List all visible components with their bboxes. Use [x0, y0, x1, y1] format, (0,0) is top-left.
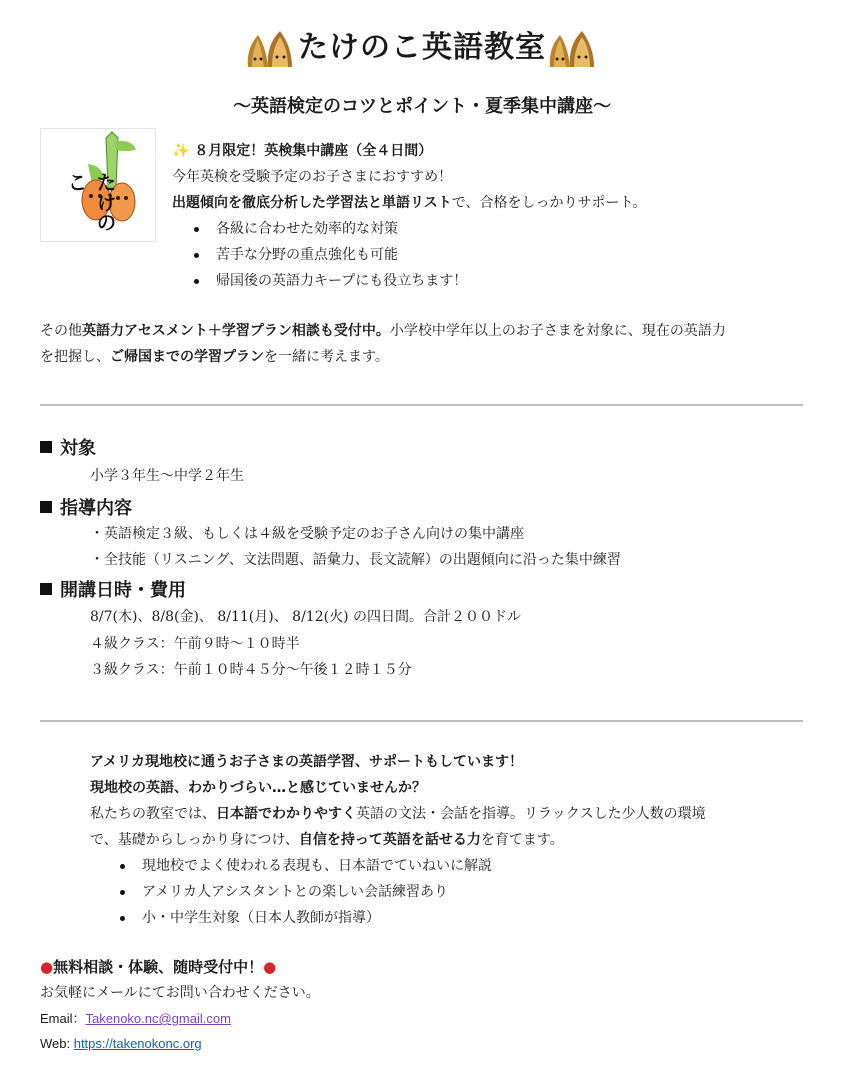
- intro-heading-text: ８月限定！英検集中講座（全４日間）: [194, 143, 433, 159]
- email-label: Email：: [40, 1011, 86, 1026]
- schedule-line: 8/7(木)、8/8(金)、 8/11(月)、 8/12(火) の四日間。合計２００ドル: [90, 609, 521, 625]
- intro-line-2-rest: で、合格をしっかりサポート。: [451, 195, 647, 211]
- section-schedule-title: [40, 576, 186, 602]
- logo-text: たけのこ: [64, 172, 117, 232]
- support-bold: 自信を持って英語を話せる力: [298, 832, 481, 848]
- sparkle-icon: ✨: [172, 143, 190, 159]
- intro-line-2-bold: 出題傾向を徹底分析した学習法と単語リスト: [172, 195, 452, 211]
- bullet-dot: [120, 890, 125, 895]
- support-bullet-text: 小・中学生対象（日本人教師が指導）: [142, 910, 380, 926]
- page-subtitle: 〜英語検定のコツとポイント・夏季集中講座〜: [233, 96, 611, 117]
- support-bullet: [142, 879, 448, 905]
- section-title-text: 指導内容: [60, 498, 132, 519]
- content-item: ・全技能（リスニング、文法問題、語彙力、長文読解）の出題傾向に沿った集中練習: [90, 552, 621, 568]
- bullet-dot: [120, 916, 125, 921]
- intro-line-2: [172, 190, 646, 216]
- bullet-dot: [194, 253, 199, 258]
- bamboo-shoot-icon: [244, 29, 298, 69]
- balloon-icon: ●: [263, 958, 277, 976]
- assessment-line-2: [40, 344, 389, 370]
- schedule-line: ４級クラス：午前９時〜１０時半: [90, 636, 300, 652]
- intro-bullet-text: 苦手な分野の重点強化も可能: [216, 247, 398, 263]
- section-target-text: 小学３年生〜中学２年生: [90, 468, 244, 484]
- support-text: で、基礎からしっかり身につけ、: [90, 832, 299, 848]
- support-bullet-text: 現地校でよく使われる表現も、日本語でていねいに解説: [142, 858, 492, 874]
- assessment-line-1: [40, 318, 726, 344]
- intro-line-1: 今年英検を受験予定のお子さまにおすすめ！: [172, 169, 453, 185]
- contact-note: お気軽にメールにてお問い合わせください。: [40, 985, 320, 1001]
- intro-heading: [172, 138, 432, 164]
- bullet-dot: [194, 279, 199, 284]
- intro-bullet-text: 各級に合わせた効率的な対策: [216, 221, 398, 237]
- section-content-title: [40, 494, 132, 520]
- bullet-dot: [120, 864, 125, 869]
- divider: [40, 404, 803, 406]
- support-text: 私たちの教室では、: [90, 806, 216, 822]
- support-text: を育てます。: [480, 832, 564, 848]
- contact-headline-text: 無料相談・体験、随時受付中！: [53, 958, 264, 976]
- title-text: たけのこ英語教室: [298, 30, 546, 65]
- section-target-title: [40, 434, 96, 460]
- divider: [40, 720, 803, 722]
- support-line-4: [90, 827, 564, 853]
- assessment-text: その他: [40, 323, 82, 339]
- web-label: Web:: [40, 1036, 74, 1051]
- square-bullet-icon: [40, 501, 52, 513]
- takenoko-logo: [40, 128, 156, 242]
- section-title-text: 対象: [60, 438, 96, 459]
- section-title-text: 開講日時・費用: [60, 580, 186, 601]
- assessment-bold: ご帰国までの学習プラン: [110, 349, 264, 365]
- square-bullet-icon: [40, 583, 52, 595]
- assessment-text: 小学校中学年以上のお子さまを対象に、現在の英語力: [389, 323, 726, 339]
- contact-headline: [40, 954, 276, 980]
- square-bullet-icon: [40, 441, 52, 453]
- email-link[interactable]: Takenoko.nc@gmail.com: [85, 1011, 231, 1026]
- assessment-bold: 英語力アセスメント＋学習プラン相談も受付中。: [82, 323, 390, 339]
- bamboo-shoot-icon: [546, 29, 600, 69]
- assessment-text: を一緒に考えます。: [264, 349, 389, 365]
- intro-bullet-text: 帰国後の英語力キープにも役立ちます！: [216, 273, 468, 289]
- schedule-line: ３級クラス：午前１０時４５分〜午後１２時１５分: [90, 662, 412, 678]
- support-bullet: [142, 905, 380, 931]
- content-item: ・英語検定３級、もしくは４級を受験予定のお子さん向けの集中講座: [90, 526, 524, 542]
- assessment-text: を把握し、: [40, 349, 110, 365]
- web-row: [40, 1031, 202, 1057]
- web-link[interactable]: https://takenokonc.org: [73, 1036, 202, 1051]
- intro-bullet: [216, 268, 467, 294]
- support-line-3: [90, 801, 706, 827]
- intro-bullet: [216, 216, 398, 242]
- bullet-dot: [194, 227, 199, 232]
- intro-bullet: [216, 242, 398, 268]
- support-bold: 日本語でわかりやすく: [216, 806, 356, 822]
- support-line-1: アメリカ現地校に通うお子さまの英語学習、サポートもしています！: [90, 754, 524, 770]
- support-line-2: 現地校の英語、わかりづらい…と感じていませんか？: [90, 780, 426, 796]
- email-row: [40, 1006, 231, 1032]
- support-bullet: [142, 853, 492, 879]
- balloon-icon: ●: [40, 958, 54, 976]
- support-text: 英語の文法・会話を指導。リラックスした少人数の環境: [356, 806, 706, 822]
- page-title: [0, 22, 844, 69]
- support-bullet-text: アメリカ人アシスタントとの楽しい会話練習あり: [142, 884, 449, 900]
